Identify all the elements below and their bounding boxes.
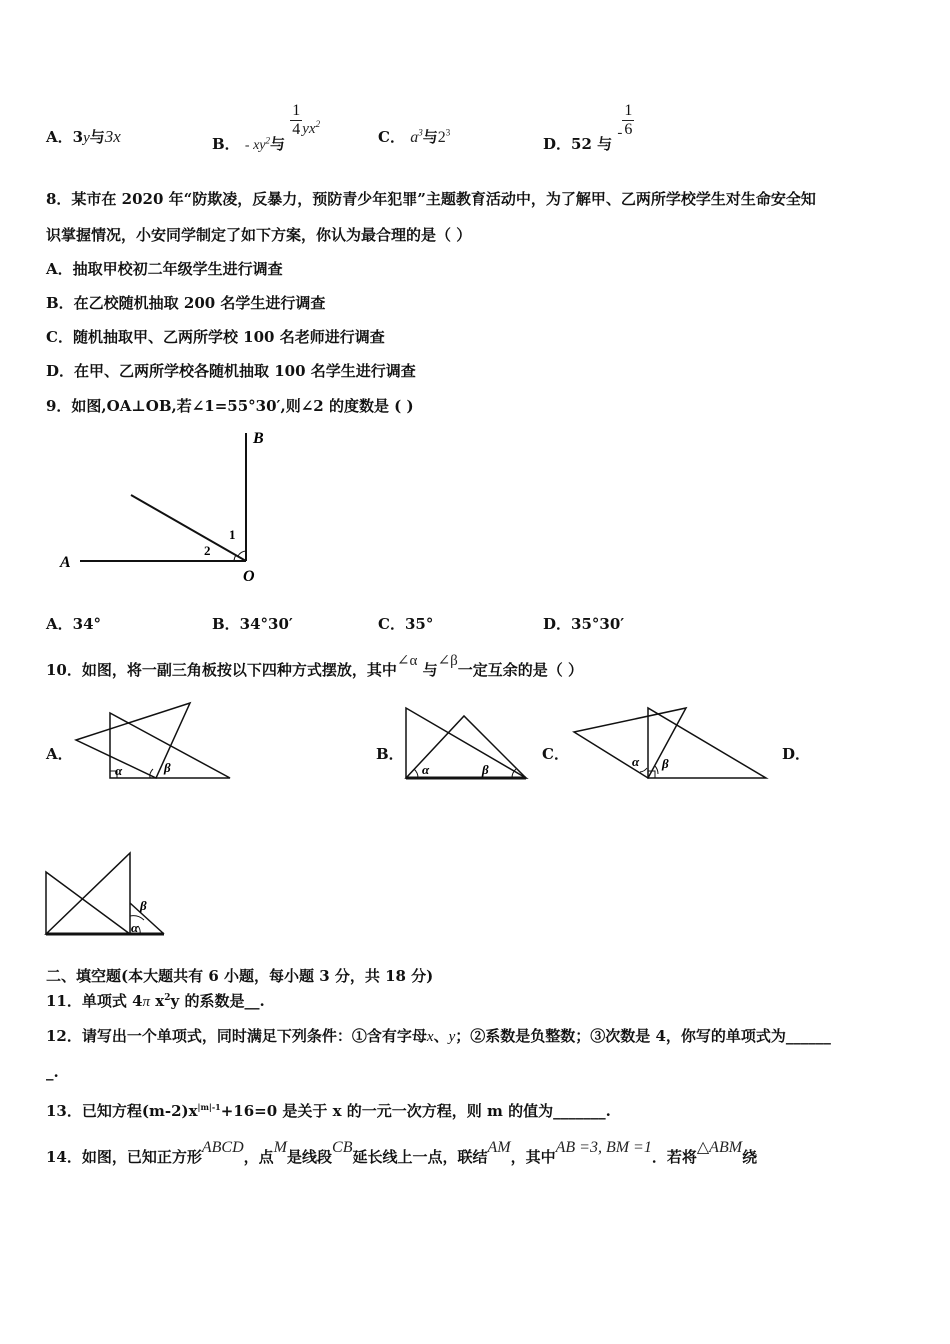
q9-stem: 9．如图,OA⊥OB,若∠1=55°30′,则∠2 的度数是 ( ) (46, 397, 414, 415)
q7-option-d: D．52 与 - $\frac{1}{6}$ (543, 102, 633, 153)
q7-option-b: B． - $xy^2$与 $\frac{1}{4}$ $yx^2$ (212, 102, 321, 153)
q9-figure (50, 425, 290, 590)
q9-label-o: O (243, 568, 255, 585)
q10-b-alpha: α (422, 762, 430, 777)
section-2-heading: 二、填空题(本大题共有 6 小题，每小题 3 分，共 18 分) (46, 967, 434, 985)
q10-label-a: A． (46, 745, 73, 763)
q9-label-a: A (60, 554, 71, 571)
q12-line2: _. (46, 1063, 59, 1081)
q8-option-c: C．随机抽取甲、乙两所学校 100 名老师进行调查 (46, 328, 385, 346)
q9-option-c: C．35° (378, 615, 434, 633)
q7-option-c: C． $a^3$与$2^3$ (378, 127, 451, 146)
q9-label-b: B (253, 430, 264, 447)
q9-option-b: B．34°30′ (212, 615, 293, 633)
q8-stem-line1: 8．某市在 2020 年“防欺凌，反暴力，预防青少年犯罪”主题教育活动中，为了解甲、乙两所学校学生对生命安全知 (46, 190, 816, 208)
q8-option-b: B．在乙校随机抽取 200 名学生进行调查 (46, 294, 326, 312)
q12-line1: 12．请写出一个单项式，同时满足下列条件：①含有字母x、y；②系数是负整数；③次数是 4，你写的单项式为______ (46, 1027, 831, 1045)
q8-option-d: D．在甲、乙两所学校各随机抽取 100 名学生进行调查 (46, 362, 416, 380)
q10-c-beta: β (662, 756, 669, 771)
q14: 14．如图，已知正方形ABCD，点M是线段CB延长线上一点，联结AM，其中AB =3, BM =1．若将△ABM绕 (46, 1139, 758, 1166)
q10-d-alpha: α (131, 920, 139, 935)
q10-b-beta: β (482, 762, 489, 777)
q10-figure-c (568, 700, 773, 785)
q13: 13．已知方程$(m-2)x^{|m|-1}+16=0$ 是关于 x 的一元一次方程，则 m 的值为_______. (46, 1102, 611, 1120)
q10-figure-d (40, 848, 175, 943)
q8-option-a: A．抽取甲校初二年级学生进行调查 (46, 260, 283, 278)
q10-label-c: C． (542, 745, 569, 763)
q10-a-beta: β (164, 760, 171, 775)
q9-option-a: A．34° (46, 615, 102, 633)
q10-d-beta: β (140, 898, 147, 913)
q10-a-alpha: α (115, 763, 123, 778)
q8-stem-line2: 识掌握情况，小安同学制定了如下方案，你认为最合理的是（ ） (46, 226, 472, 244)
q10-figure-a (70, 700, 240, 785)
q10-c-alpha: α (632, 754, 640, 769)
q11: 11．单项式 4π $x^2y$ 的系数是__. (46, 992, 265, 1010)
q9-label-2: 2 (204, 543, 211, 558)
q10-figure-b (400, 700, 535, 785)
q7-option-a: A．3y与3x (46, 127, 121, 146)
q10-label-b: B． (376, 745, 404, 763)
q9-label-1: 1 (229, 527, 236, 542)
q10-stem: 10．如图，将一副三角板按以下四种方式摆放，其中∠α 与∠β一定互余的是（ ） (46, 653, 584, 679)
q9-option-d: D．35°30′ (543, 615, 625, 633)
q10-label-d: D． (782, 745, 811, 763)
